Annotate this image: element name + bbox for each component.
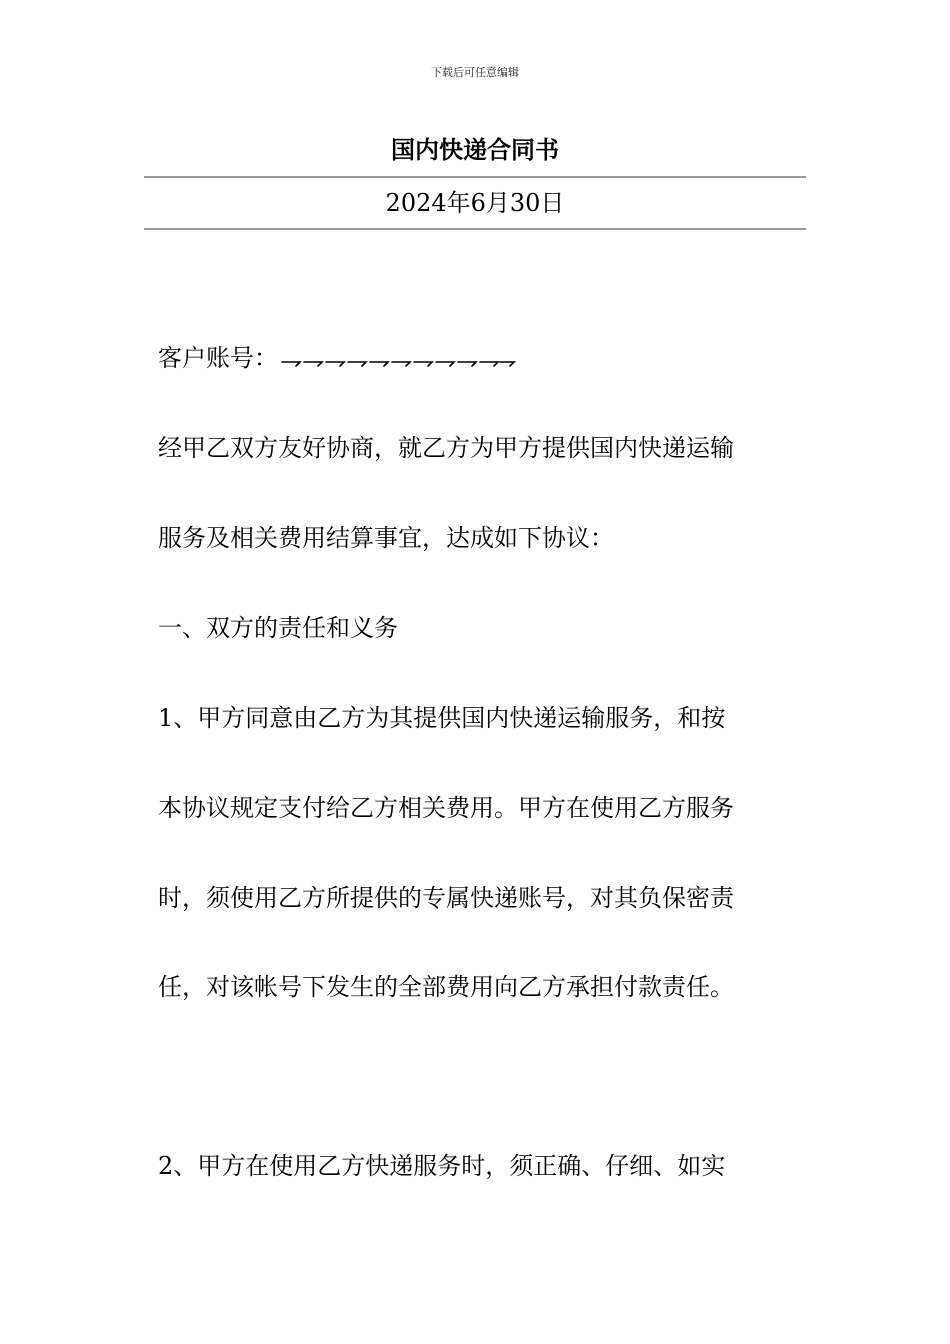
- account-line: [158, 342, 516, 374]
- clause-2-line-1: 2、甲方在使用乙方快递服务时，须正确、仔细、如实: [158, 1152, 726, 1180]
- blank-stroke: [282, 362, 300, 366]
- body-line-1: 经甲乙双方友好协商，就乙方为甲方提供国内快递运输: [158, 434, 734, 462]
- section-heading-1: 一、双方的责任和义务: [158, 614, 398, 642]
- blank-stroke: [480, 362, 498, 366]
- body-line-2: 服务及相关费用结算事宜，达成如下协议：: [158, 524, 614, 552]
- blank-stroke: [500, 362, 514, 366]
- blank-stroke: [458, 362, 476, 366]
- clause-1-line-2: 本协议规定支付给乙方相关费用。甲方在使用乙方服务: [158, 794, 734, 822]
- blank-stroke: [436, 362, 454, 366]
- blank-stroke: [326, 362, 344, 366]
- blank-stroke: [392, 362, 410, 366]
- blank-stroke: [370, 362, 388, 366]
- blank-stroke: [304, 362, 322, 366]
- blank-stroke: [414, 362, 432, 366]
- page-header-note: 下载后可任意编辑: [431, 66, 519, 79]
- account-number-blank: [280, 346, 516, 370]
- clause-1-line-3: 时，须使用乙方所提供的专属快递账号，对其负保密责: [158, 884, 734, 912]
- account-label: 客户账号：: [158, 344, 278, 372]
- title-divider-top: [144, 176, 806, 178]
- document-title: 国内快递合同书: [391, 135, 559, 164]
- clause-1-line-4: 任，对该帐号下发生的全部费用向乙方承担付款责任。: [158, 973, 734, 1001]
- document-date: 2024年6月30日: [385, 189, 565, 217]
- blank-stroke: [348, 362, 366, 366]
- account-blank-strokes: [280, 346, 516, 370]
- clause-1-line-1: 1、甲方同意由乙方为其提供国内快递运输服务，和按: [158, 704, 726, 732]
- title-divider-bottom: [144, 228, 806, 230]
